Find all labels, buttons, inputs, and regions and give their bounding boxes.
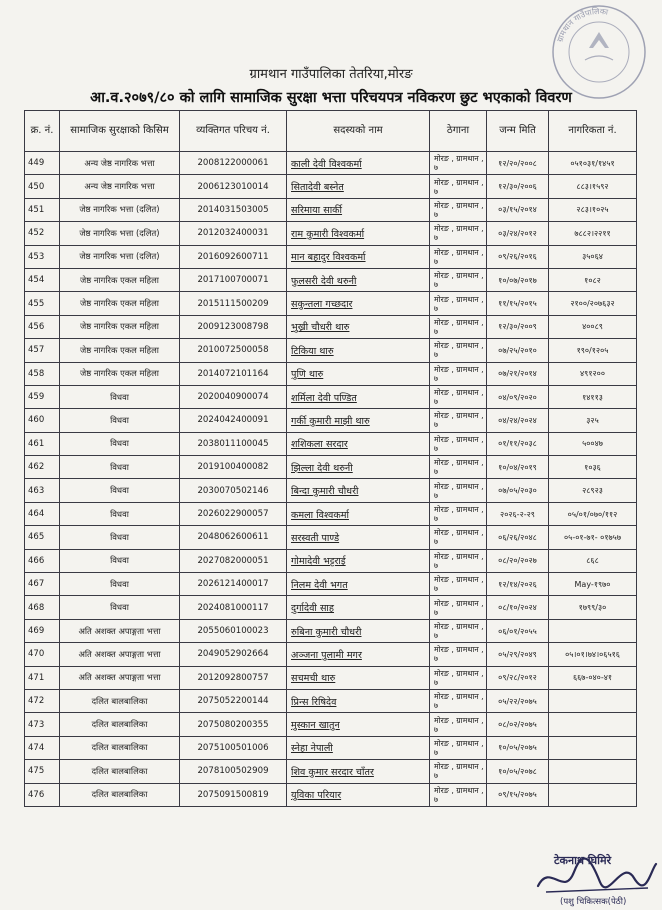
table-row <box>25 268 637 291</box>
row-name: सितादेवी बस्नेत <box>287 175 430 198</box>
row-scheme: दलित बालबालिका <box>60 760 180 783</box>
row-id: 2078100502909 <box>180 760 287 783</box>
table-row <box>25 502 637 525</box>
row-address: मोरङ , ग्रामथान , ७ <box>430 198 487 221</box>
row-sn: 470 <box>25 643 60 666</box>
row-dob: ०३/२४/२०१२ <box>487 222 549 245</box>
row-address: मोरङ , ग्रामथान , ७ <box>430 643 487 666</box>
row-scheme: अन्य जेष्ठ नागरिक भत्ता <box>60 175 180 198</box>
row-id: 2075052200144 <box>180 689 287 712</box>
row-id: 2008122000061 <box>180 152 287 175</box>
row-sn: 453 <box>25 245 60 268</box>
row-address: मोरङ , ग्रामथान , ७ <box>430 432 487 455</box>
row-name: प्रिन्स रिषिदेव <box>287 689 430 712</box>
row-sn: 452 <box>25 222 60 245</box>
row-citizenship: २८३।१०२५ <box>549 198 637 221</box>
row-name: अञ्जना पुलामी मगर <box>287 643 430 666</box>
row-address: मोरङ , ग्रामथान , ७ <box>430 666 487 689</box>
row-scheme: विधवा <box>60 432 180 455</box>
row-name: सरिमाया सार्की <box>287 198 430 221</box>
row-id: 2012092800757 <box>180 666 287 689</box>
row-address: मोरङ , ग्रामथान , ७ <box>430 385 487 408</box>
table-row <box>25 619 637 642</box>
row-dob: ०७/२५/२०१० <box>487 339 549 362</box>
row-scheme: जेष्ठ नागरिक एकल महिला <box>60 315 180 338</box>
seal-lettering: ग्रामथान गाउँपालिका <box>555 6 609 44</box>
table-row <box>25 549 637 572</box>
row-citizenship <box>549 736 637 759</box>
row-scheme: जेष्ठ नागरिक भत्ता (दलित) <box>60 198 180 221</box>
row-address: मोरङ , ग्रामथान , ७ <box>430 245 487 268</box>
row-scheme: अति अशक्त अपाङ्गता भत्ता <box>60 643 180 666</box>
row-address: मोरङ , ग्रामथान , ७ <box>430 292 487 315</box>
table-row <box>25 292 637 315</box>
row-citizenship: २८९२३ <box>549 479 637 502</box>
row-address: मोरङ , ग्रामथान , ७ <box>430 573 487 596</box>
row-dob: ०७/०५/२०३० <box>487 479 549 502</box>
row-citizenship <box>549 760 637 783</box>
row-scheme: विधवा <box>60 549 180 572</box>
row-id: 2009123008798 <box>180 315 287 338</box>
row-address: मोरङ , ग्रामथान , ७ <box>430 456 487 479</box>
row-sn: 465 <box>25 526 60 549</box>
table-header-row <box>25 111 637 152</box>
row-name: युविका परियार <box>287 783 430 806</box>
row-sn: 451 <box>25 198 60 221</box>
row-address: मोरङ , ग्रामथान , ७ <box>430 479 487 502</box>
row-citizenship: ०५/०१/०७०/११२ <box>549 502 637 525</box>
row-address: मोरङ , ग्रामथान , ७ <box>430 502 487 525</box>
row-id: 2038011100045 <box>180 432 287 455</box>
row-citizenship: May-१९७० <box>549 573 637 596</box>
col-header-name: सदस्यको नाम <box>287 111 430 152</box>
row-address: मोरङ , ग्रामथान , ७ <box>430 222 487 245</box>
row-id: 2075100501006 <box>180 736 287 759</box>
row-id: 2019100400082 <box>180 456 287 479</box>
row-sn: 475 <box>25 760 60 783</box>
row-citizenship: १०८२ <box>549 268 637 291</box>
row-address: मोरङ , ग्रामथान , ७ <box>430 409 487 432</box>
table-row <box>25 245 637 268</box>
row-name: कमला विश्वकर्मा <box>287 502 430 525</box>
row-dob: ०४/२४/२०२४ <box>487 409 549 432</box>
row-id: 2014072101164 <box>180 362 287 385</box>
row-name: निलम देवी भगत <box>287 573 430 596</box>
row-address: मोरङ , ग्रामथान , ७ <box>430 268 487 291</box>
col-header-scheme: सामाजिक सुरक्षाको किसिम <box>60 111 180 152</box>
table-row <box>25 760 637 783</box>
row-address: मोरङ , ग्रामथान , ७ <box>430 549 487 572</box>
row-name: सरस्वती पाण्डे <box>287 526 430 549</box>
row-id: 2015111500209 <box>180 292 287 315</box>
row-dob: १०/०५/२०७५ <box>487 736 549 759</box>
row-citizenship: ६६७-०४०-४१ <box>549 666 637 689</box>
document-title: आ.व.२०७९/८० को लागि सामाजिक सुरक्षा भत्ता परिचयपत्र नविकरण छुट भएकाको विवरण <box>90 90 572 106</box>
row-citizenship: २१००/२०७६३२ <box>549 292 637 315</box>
table-row <box>25 666 637 689</box>
row-address: मोरङ , ग्रामथान , ७ <box>430 760 487 783</box>
table-row <box>25 736 637 759</box>
row-id: 2006123010014 <box>180 175 287 198</box>
row-citizenship <box>549 619 637 642</box>
row-scheme: विधवा <box>60 573 180 596</box>
col-header-id: व्यक्तिगत परिचय नं. <box>180 111 287 152</box>
row-citizenship: ०५।०१।७४।०६५१६ <box>549 643 637 666</box>
row-address: मोरङ , ग्रामथान , ७ <box>430 689 487 712</box>
row-citizenship: १७९९/३० <box>549 596 637 619</box>
row-name: गर्की कुमारी माझी थारु <box>287 409 430 432</box>
row-name: दुर्गादेवी साह <box>287 596 430 619</box>
row-scheme: दलित बालबालिका <box>60 713 180 736</box>
row-citizenship <box>549 783 637 806</box>
signature-stamp <box>530 842 660 908</box>
row-id: 2075080200355 <box>180 713 287 736</box>
col-header-dob: जन्म मिति <box>487 111 549 152</box>
row-citizenship: ८८३।१५९२ <box>549 175 637 198</box>
row-dob: १०/०४/२०१९ <box>487 456 549 479</box>
row-sn: 469 <box>25 619 60 642</box>
row-scheme: दलित बालबालिका <box>60 783 180 806</box>
row-sn: 463 <box>25 479 60 502</box>
row-dob: १२/३०/२००६ <box>487 175 549 198</box>
row-scheme: अति अशक्त अपाङ्गता भत्ता <box>60 619 180 642</box>
row-scheme: विधवा <box>60 502 180 525</box>
row-name: शशिकला सरदार <box>287 432 430 455</box>
row-citizenship: ०५-०१-७१- ०१७५७ <box>549 526 637 549</box>
row-sn: 473 <box>25 713 60 736</box>
row-name: फुलसरी देवी थरुनी <box>287 268 430 291</box>
col-header-sn: क्र. नं. <box>25 111 60 152</box>
row-scheme: विधवा <box>60 385 180 408</box>
row-id: 2012032400031 <box>180 222 287 245</box>
row-id: 2030070502146 <box>180 479 287 502</box>
row-dob: १२/२०/२००८ <box>487 152 549 175</box>
row-scheme: जेष्ठ नागरिक एकल महिला <box>60 362 180 385</box>
row-sn: 468 <box>25 596 60 619</box>
row-citizenship: ३५०६४ <box>549 245 637 268</box>
row-address: मोरङ , ग्रामथान , ७ <box>430 362 487 385</box>
row-name: सकुन्तला गच्छदार <box>287 292 430 315</box>
table-row <box>25 175 637 198</box>
row-citizenship <box>549 689 637 712</box>
row-dob: ०१/११/२०३८ <box>487 432 549 455</box>
row-sn: 456 <box>25 315 60 338</box>
row-scheme: दलित बालबालिका <box>60 689 180 712</box>
row-scheme: अन्य जेष्ठ नागरिक भत्ता <box>60 152 180 175</box>
row-sn: 458 <box>25 362 60 385</box>
row-dob: ११/१५/२०१५ <box>487 292 549 315</box>
row-name: शर्मिला देवी पण्डित <box>287 385 430 408</box>
row-citizenship: ५००४७ <box>549 432 637 455</box>
signature-name: टेकनाथ घिमिरे <box>554 854 612 867</box>
row-scheme: जेष्ठ नागरिक एकल महिला <box>60 339 180 362</box>
table-row <box>25 315 637 338</box>
row-dob: ०९/२६/२०१६ <box>487 245 549 268</box>
signature-designation: (पशु चिकित्सक(पेठी) <box>560 897 627 907</box>
col-header-citizenship: नागरिकता नं. <box>549 111 637 152</box>
table-row <box>25 362 637 385</box>
row-id: 2026022900057 <box>180 502 287 525</box>
beneficiary-table <box>24 110 637 807</box>
row-sn: 462 <box>25 456 60 479</box>
row-scheme: जेष्ठ नागरिक भत्ता (दलित) <box>60 245 180 268</box>
row-dob: ०७/२१/२०१४ <box>487 362 549 385</box>
table-row <box>25 573 637 596</box>
row-address: मोरङ , ग्रामथान , ७ <box>430 152 487 175</box>
row-dob: ०८/१०/२०२४ <box>487 596 549 619</box>
row-citizenship: १०३६ <box>549 456 637 479</box>
row-sn: 466 <box>25 549 60 572</box>
row-address: मोरङ , ग्रामथान , ७ <box>430 783 487 806</box>
row-address: मोरङ , ग्रामथान , ७ <box>430 713 487 736</box>
row-scheme: अति अशक्त अपाङ्गता भत्ता <box>60 666 180 689</box>
row-citizenship: १९०/१२०५ <box>549 339 637 362</box>
table-body <box>25 152 637 807</box>
row-dob: ०५/२९/२०४९ <box>487 643 549 666</box>
row-id: 2017100700071 <box>180 268 287 291</box>
row-scheme: विधवा <box>60 479 180 502</box>
row-dob: १०/०७/२०१७ <box>487 268 549 291</box>
row-name: मान बहादुर विश्वकर्मा <box>287 245 430 268</box>
row-dob: २०२६-२-२९ <box>487 502 549 525</box>
row-name: झिल्ला देवी थरुनी <box>287 456 430 479</box>
table-row <box>25 198 637 221</box>
office-name: ग्रामथान गाउँपालिका तेतरिया,मोरङ <box>249 67 413 82</box>
row-id: 2026121400017 <box>180 573 287 596</box>
row-dob: १२/१४/२०२६ <box>487 573 549 596</box>
row-citizenship: ७८८२।२२११ <box>549 222 637 245</box>
col-header-address: ठेगाना <box>430 111 487 152</box>
row-name: सचमची थारु <box>287 666 430 689</box>
table-row <box>25 152 637 175</box>
row-id: 2049052902664 <box>180 643 287 666</box>
row-sn: 467 <box>25 573 60 596</box>
row-dob: ०९/१५/२०७५ <box>487 783 549 806</box>
row-address: मोरङ , ग्रामथान , ७ <box>430 526 487 549</box>
row-scheme: जेष्ठ नागरिक एकल महिला <box>60 292 180 315</box>
row-dob: ०८/२०/२०२७ <box>487 549 549 572</box>
table-row <box>25 456 637 479</box>
row-name: मुस्कान खातुन <box>287 713 430 736</box>
row-dob: ०९/२८/२०१२ <box>487 666 549 689</box>
row-id: 2020040900074 <box>180 385 287 408</box>
row-sn: 460 <box>25 409 60 432</box>
row-scheme: दलित बालबालिका <box>60 736 180 759</box>
table-row <box>25 783 637 806</box>
table-row <box>25 222 637 245</box>
table-row <box>25 479 637 502</box>
row-citizenship: ४००८९ <box>549 315 637 338</box>
row-sn: 459 <box>25 385 60 408</box>
row-address: मोरङ , ग्रामथान , ७ <box>430 619 487 642</box>
row-id: 2055060100023 <box>180 619 287 642</box>
table-row <box>25 339 637 362</box>
table-row <box>25 596 637 619</box>
row-dob: १०/०५/२०७८ <box>487 760 549 783</box>
row-id: 2016092600711 <box>180 245 287 268</box>
row-name: शिव कुमार सरदार चाँतर <box>287 760 430 783</box>
row-id: 2048062600611 <box>180 526 287 549</box>
row-sn: 457 <box>25 339 60 362</box>
row-sn: 450 <box>25 175 60 198</box>
row-id: 2010072500058 <box>180 339 287 362</box>
row-sn: 455 <box>25 292 60 315</box>
row-id: 2014031503005 <box>180 198 287 221</box>
row-id: 2075091500819 <box>180 783 287 806</box>
row-address: मोरङ , ग्रामथान , ७ <box>430 175 487 198</box>
row-address: मोरङ , ग्रामथान , ७ <box>430 736 487 759</box>
row-name: भुख्री चौधरी थारु <box>287 315 430 338</box>
row-citizenship: ३२५ <box>549 409 637 432</box>
row-address: मोरङ , ग्रामथान , ७ <box>430 315 487 338</box>
row-citizenship <box>549 713 637 736</box>
row-dob: १२/३०/२००९ <box>487 315 549 338</box>
row-scheme: विधवा <box>60 596 180 619</box>
row-dob: ०८/०२/२०७५ <box>487 713 549 736</box>
row-sn: 474 <box>25 736 60 759</box>
row-dob: ०५/२२/२०७५ <box>487 689 549 712</box>
row-name: बिन्दा कुमारी चौधरी <box>287 479 430 502</box>
row-id: 2024081000117 <box>180 596 287 619</box>
table-row <box>25 385 637 408</box>
row-name: गोमादेवी भट्टराई <box>287 549 430 572</box>
table-row <box>25 409 637 432</box>
row-address: मोरङ , ग्रामथान , ७ <box>430 596 487 619</box>
row-sn: 449 <box>25 152 60 175</box>
table-row <box>25 689 637 712</box>
row-dob: ०६/०१/२०५५ <box>487 619 549 642</box>
row-scheme: विधवा <box>60 409 180 432</box>
row-address: मोरङ , ग्रामथान , ७ <box>430 339 487 362</box>
row-sn: 471 <box>25 666 60 689</box>
row-citizenship: ८६८ <box>549 549 637 572</box>
row-scheme: जेष्ठ नागरिक एकल महिला <box>60 268 180 291</box>
row-dob: ०३/१५/२०१४ <box>487 198 549 221</box>
row-scheme: विधवा <box>60 456 180 479</box>
row-citizenship: १४११३ <box>549 385 637 408</box>
row-id: 2027082000051 <box>180 549 287 572</box>
row-sn: 464 <box>25 502 60 525</box>
row-id: 2024042400091 <box>180 409 287 432</box>
table-row <box>25 713 637 736</box>
row-name: स्नेहा नेपाली <box>287 736 430 759</box>
row-sn: 476 <box>25 783 60 806</box>
row-scheme: जेष्ठ नागरिक भत्ता (दलित) <box>60 222 180 245</box>
table-row <box>25 526 637 549</box>
table-row <box>25 643 637 666</box>
row-scheme: विधवा <box>60 526 180 549</box>
row-dob: ०४/०९/२०२० <box>487 385 549 408</box>
row-name: टिकिया थारु <box>287 339 430 362</box>
row-name: काली देवी विश्वकर्मा <box>287 152 430 175</box>
row-sn: 472 <box>25 689 60 712</box>
row-sn: 454 <box>25 268 60 291</box>
row-citizenship: ४९१२०० <box>549 362 637 385</box>
row-name: पुणि थारु <box>287 362 430 385</box>
row-name: राम कुमारी विश्वकर्मा <box>287 222 430 245</box>
table-row <box>25 432 637 455</box>
row-name: रुबिना कुमारी चौधरी <box>287 619 430 642</box>
row-citizenship: ०५१०३१/१४५१ <box>549 152 637 175</box>
row-sn: 461 <box>25 432 60 455</box>
row-dob: ०६/२६/२०४८ <box>487 526 549 549</box>
